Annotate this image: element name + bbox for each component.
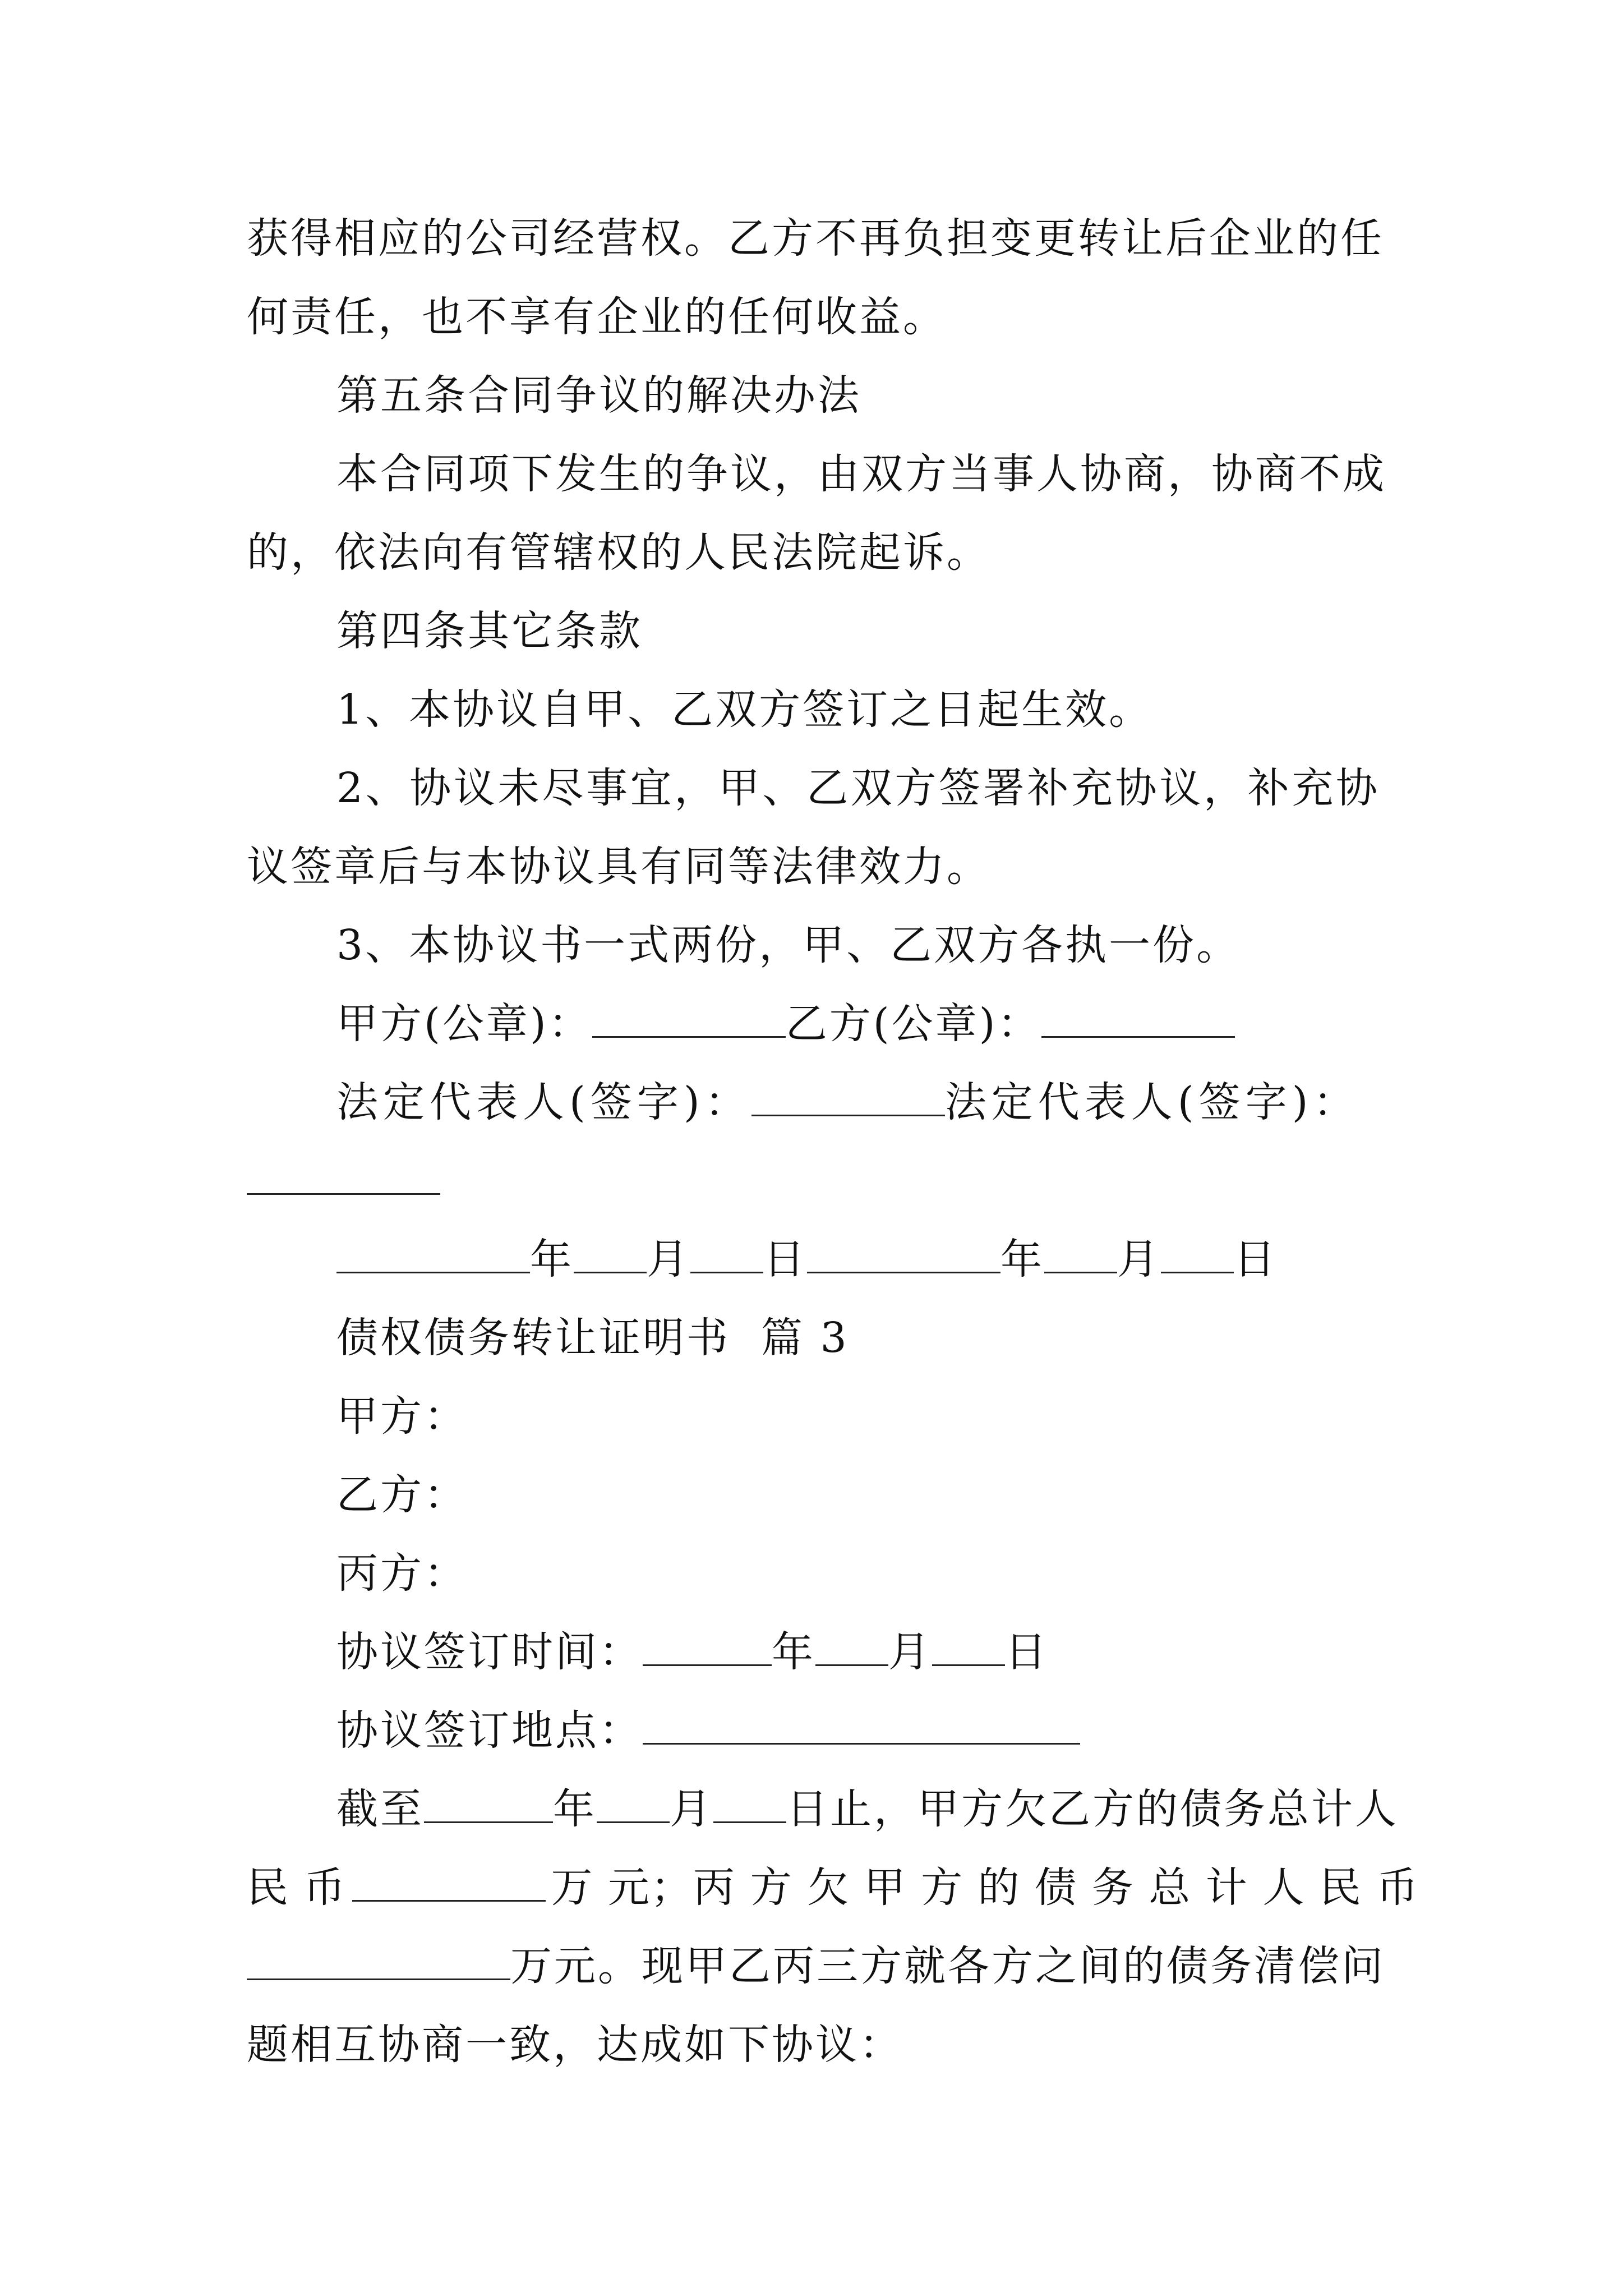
- month-label: 月: [670, 1785, 713, 1833]
- party-a-seal-blank: [592, 999, 786, 1038]
- sign-place-blank: [643, 1706, 1080, 1745]
- sign-place-label: 协议签订地点：: [336, 1706, 643, 1755]
- date-a-month-blank: [574, 1235, 647, 1273]
- party-b-rep-blank: [247, 1156, 440, 1195]
- clause-item-3: 3、本协议书一式两份，甲、乙双方各执一份。: [336, 921, 1241, 969]
- party-b-rep-label: 法定代表人(签字)：: [944, 1078, 1360, 1126]
- sign-month-blank: [815, 1627, 888, 1666]
- month-label: 月: [1117, 1235, 1161, 1283]
- clause-item-1: 1、本协议自甲、乙双方签订之日起生效。: [336, 685, 1153, 734]
- amount-blank-1: [352, 1863, 546, 1902]
- party-a-rep-label: 法定代表人(签字)：: [336, 1078, 751, 1126]
- text-span: 万 元；丙 方 欠 甲 方 的 债 务 总 计 人 民 币: [551, 1864, 1419, 1912]
- article-5-heading: 第五条合同争议的解决办法: [336, 371, 861, 420]
- amount-blank-2: [247, 1941, 510, 1980]
- sign-time-row: [336, 1613, 1380, 1691]
- sign-place-row: [336, 1691, 1380, 1770]
- sign-time-label: 协议签订时间：: [336, 1628, 643, 1676]
- signature-row-representative: [336, 1063, 1380, 1142]
- month-label: 月: [888, 1628, 932, 1676]
- debt-day-blank: [713, 1784, 786, 1823]
- party-a-line: 甲方：: [336, 1392, 468, 1441]
- day-label: 日: [763, 1235, 807, 1283]
- party-b-line: 乙方：: [336, 1471, 468, 1519]
- party-c-line: 丙方：: [336, 1549, 468, 1598]
- date-a-day-blank: [690, 1235, 763, 1273]
- debt-month-blank: [597, 1784, 670, 1823]
- date-b-month-blank: [1044, 1235, 1117, 1273]
- clause-item-2: 2、协议未尽事宜，甲、乙双方签署补充协议，补充协: [336, 764, 1380, 812]
- debt-statement-line-2: [247, 1848, 1419, 1927]
- text-span: 日止，甲方欠乙方的债务总计人: [786, 1785, 1399, 1833]
- section-title: 债权债务转让证明书 篇 3: [336, 1314, 849, 1362]
- article-4-heading: 第四条其它条款: [336, 607, 643, 655]
- date-b-day-blank: [1161, 1235, 1234, 1273]
- signature-row-continued: [247, 1142, 1380, 1220]
- year-label: 年: [553, 1785, 597, 1833]
- signature-row-seal: [336, 984, 1380, 1063]
- paragraph-line: 何责任，也不享有企业的任何收益。: [247, 293, 947, 341]
- paragraph-line: 议签章后与本协议具有同等法律效力。: [247, 843, 990, 891]
- text-span: 万元。现甲乙丙三方就各方之间的债务清偿问: [510, 1942, 1385, 1990]
- year-label: 年: [1000, 1235, 1044, 1283]
- text-span: 截至: [336, 1785, 424, 1833]
- text-span: 民 币: [247, 1864, 347, 1912]
- debt-statement-line-1: [336, 1770, 1399, 1848]
- party-a-rep-blank: [751, 1078, 945, 1116]
- paragraph-line: 获得相应的公司经营权。乙方不再负担变更转让后企业的任: [247, 214, 1384, 263]
- date-a-year-blank: [336, 1235, 530, 1273]
- debt-statement-line-3: [247, 1927, 1385, 2005]
- month-label: 月: [647, 1235, 690, 1283]
- day-label: 日: [1005, 1628, 1049, 1676]
- date-b-year-blank: [807, 1235, 1000, 1273]
- debt-year-blank: [424, 1784, 553, 1823]
- paragraph-line: 本合同项下发生的争议，由双方当事人协商，协商不成: [336, 450, 1386, 498]
- sign-year-blank: [643, 1627, 772, 1666]
- party-b-seal-label: 乙方(公章)：: [785, 1000, 1041, 1048]
- day-label: 日: [1234, 1235, 1278, 1283]
- party-b-seal-blank: [1041, 999, 1235, 1038]
- debt-statement-line-4: 题相互协商一致，达成如下协议：: [247, 2021, 903, 2069]
- party-a-seal-label: 甲方(公章)：: [336, 1000, 592, 1048]
- year-label: 年: [530, 1235, 574, 1283]
- year-label: 年: [772, 1628, 815, 1676]
- signature-date-row: [336, 1220, 1380, 1299]
- sign-day-blank: [932, 1627, 1005, 1666]
- paragraph-line: 的，依法向有管辖权的人民法院起诉。: [247, 528, 990, 577]
